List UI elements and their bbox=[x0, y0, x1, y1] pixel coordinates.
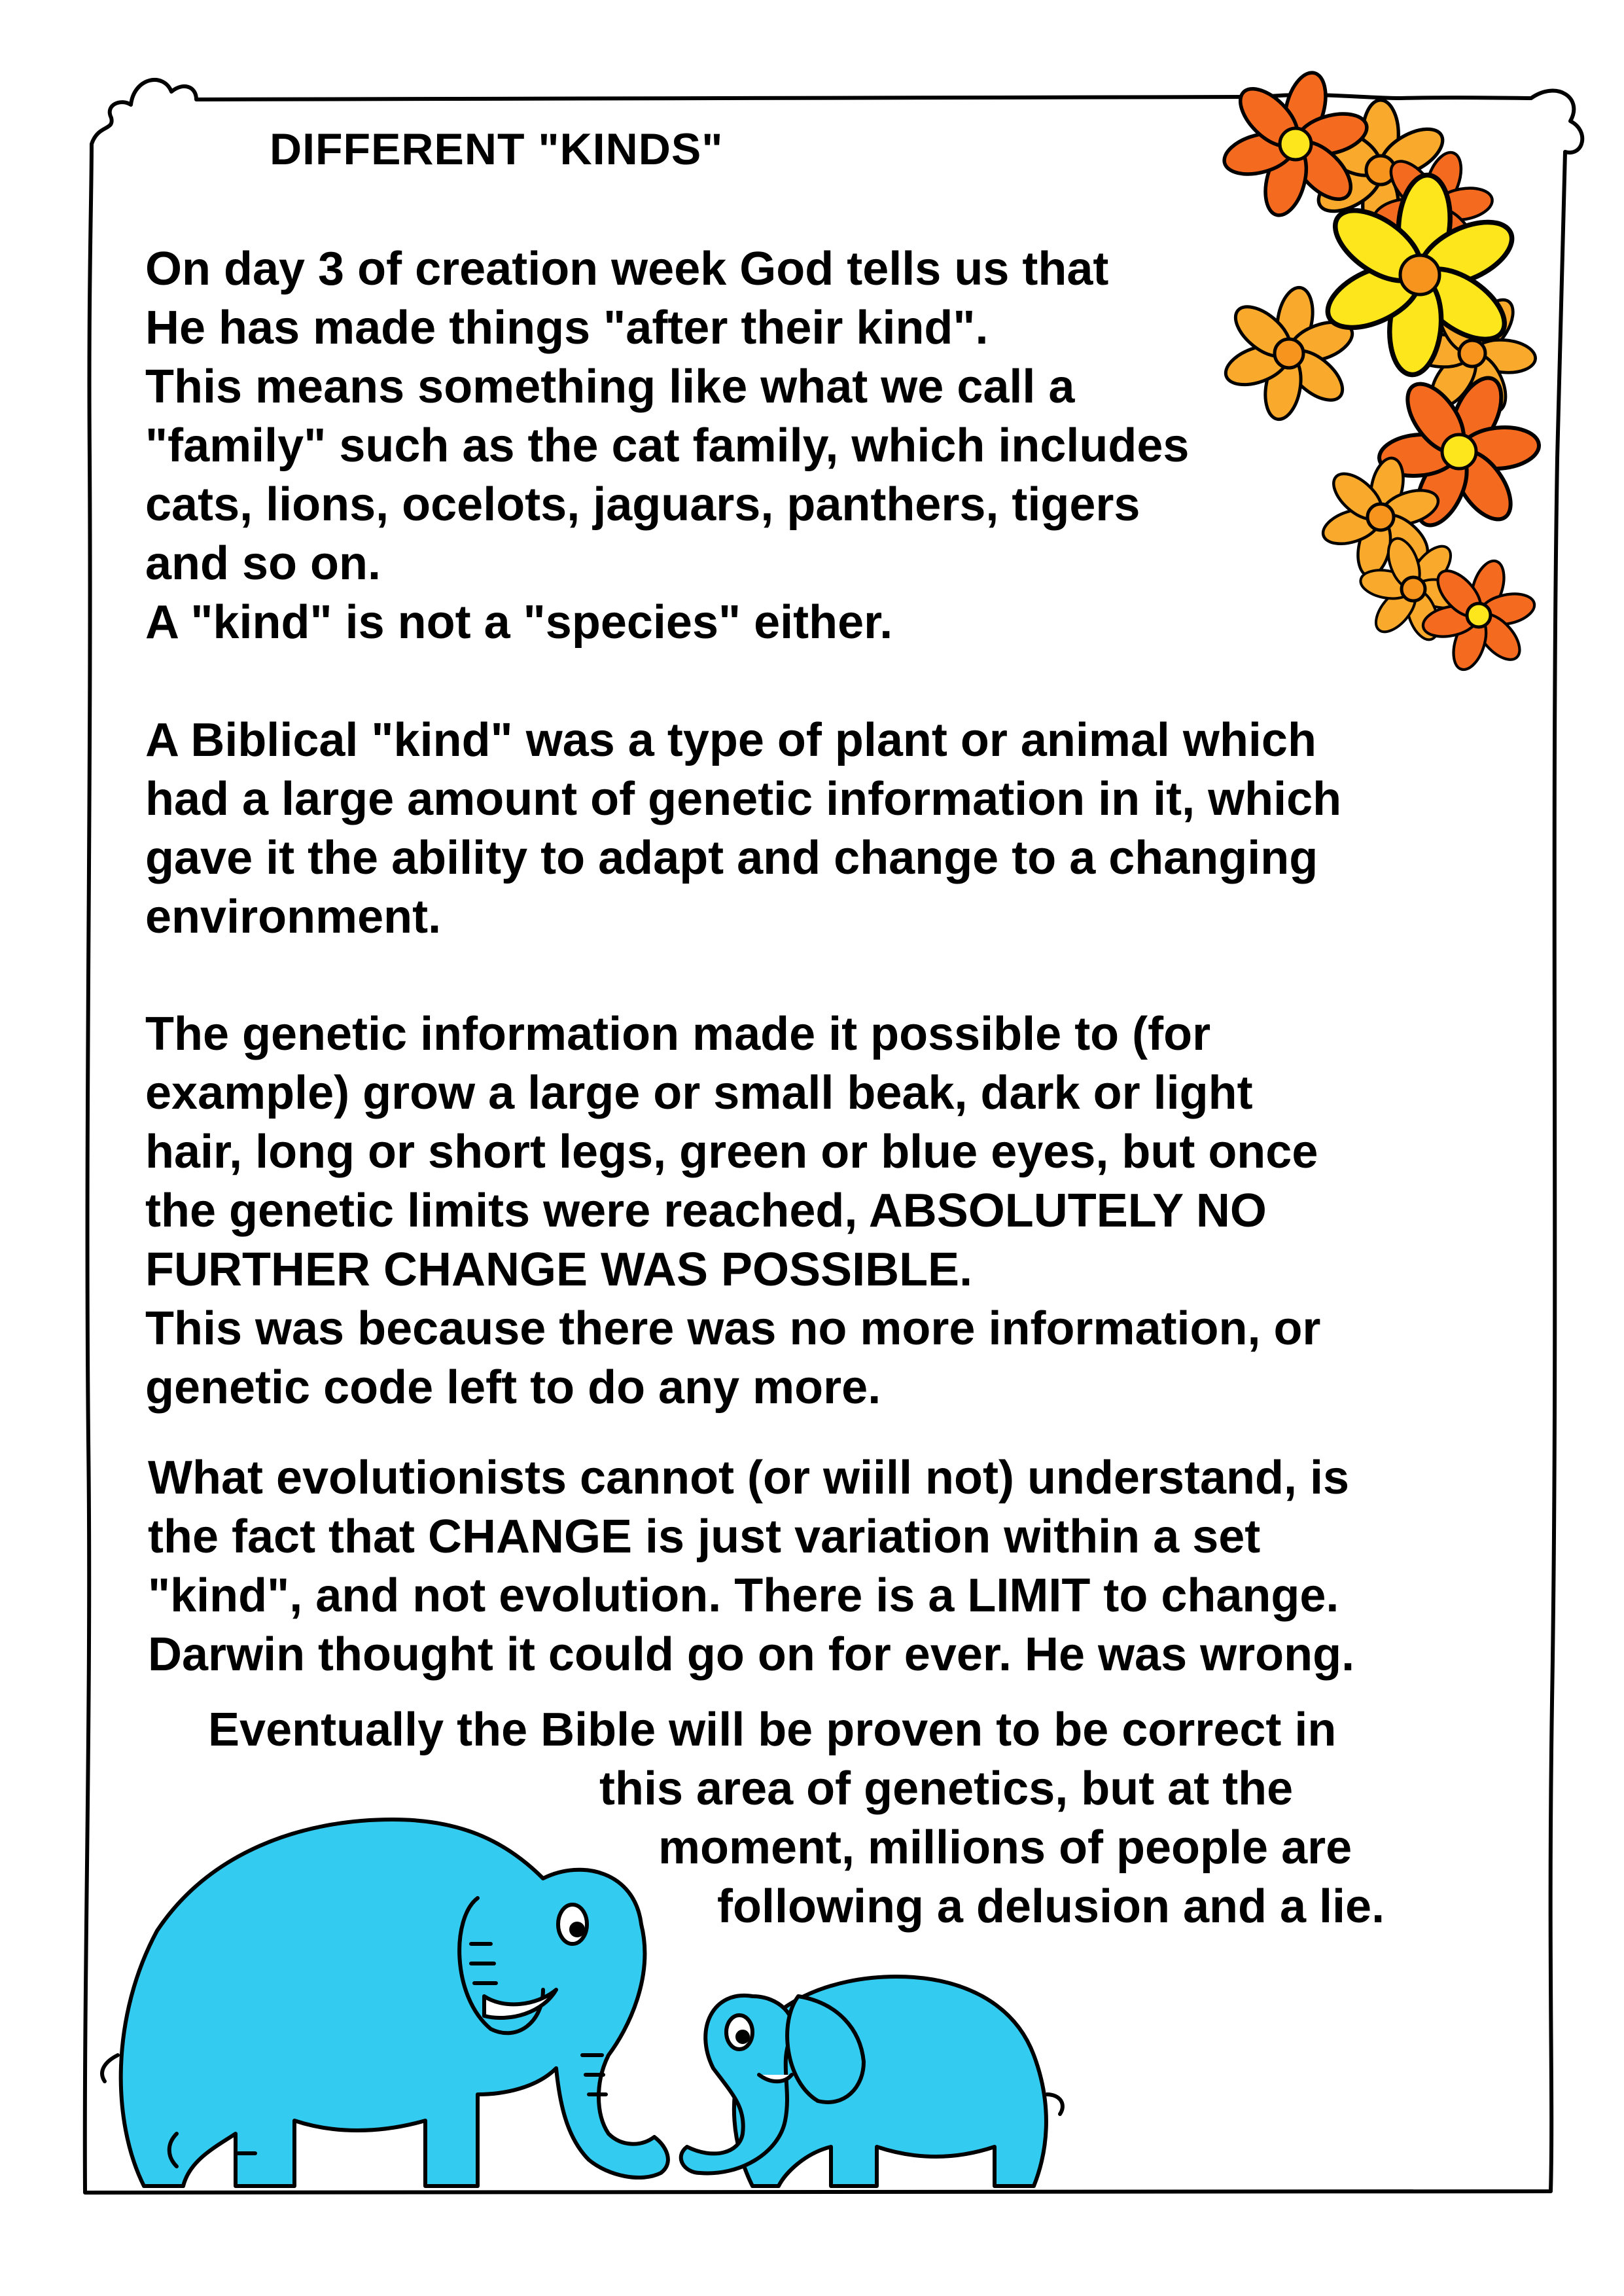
text-line: gave it the ability to adapt and change to a changing bbox=[145, 832, 1318, 884]
text-line: and so on. bbox=[145, 537, 381, 590]
text-line: the fact that CHANGE is just variation within a set bbox=[148, 1511, 1261, 1563]
text-line: This means something like what we call a bbox=[145, 361, 1075, 413]
page-title: DIFFERENT "KINDS" bbox=[270, 124, 724, 174]
text-line: "family" such as the cat family, which includes bbox=[145, 420, 1190, 472]
text-line: A "kind" is not a "species" either. bbox=[145, 596, 893, 649]
text-line: cats, lions, ocelots, jaguars, panthers, tigers bbox=[145, 478, 1140, 531]
text-line: What evolutionists cannot (or wiill not) understand, is bbox=[148, 1452, 1350, 1504]
text-line: the genetic limits were reached, ABSOLUTELY NO bbox=[145, 1185, 1267, 1237]
text-line: A Biblical "kind" was a type of plant or animal which bbox=[145, 714, 1316, 766]
text-line: Darwin thought it could go on for ever. He was wrong. bbox=[148, 1628, 1355, 1681]
paragraph-biblical-kind bbox=[145, 711, 1341, 946]
text-line: had a large amount of genetic information in it, which bbox=[145, 773, 1342, 825]
text-line: "kind", and not evolution. There is a LIMIT to change. bbox=[148, 1570, 1339, 1622]
text-line: He has made things "after their kind". bbox=[145, 302, 989, 354]
text-line: following a delusion and a lie. bbox=[717, 1880, 1385, 1933]
text-line: Eventually the Bible will be proven to be correct in bbox=[208, 1704, 1337, 1756]
text-line: example) grow a large or small beak, dark or light bbox=[145, 1067, 1253, 1119]
text-line: FURTHER CHANGE WAS POSSIBLE. bbox=[145, 1244, 973, 1296]
paragraph-genetic-information bbox=[145, 1005, 1320, 1417]
text-line: this area of genetics, but at the bbox=[599, 1763, 1294, 1815]
paragraph-conclusion bbox=[0, 1700, 1624, 1936]
paragraph-evolutionists bbox=[148, 1448, 1354, 1684]
text-line: This was because there was no more information, or bbox=[145, 1302, 1321, 1355]
paragraph-kinds-intro bbox=[145, 240, 1189, 652]
text-line: genetic code left to do any more. bbox=[145, 1361, 881, 1414]
text-line: moment, millions of people are bbox=[658, 1821, 1352, 1874]
text-line: The genetic information made it possible to (for bbox=[145, 1008, 1211, 1060]
text-line: hair, long or short legs, green or blue eyes, but once bbox=[145, 1126, 1318, 1178]
text-line: On day 3 of creation week God tells us that bbox=[145, 243, 1109, 295]
flower-cluster-illustration bbox=[1204, 65, 1570, 694]
text-line: environment. bbox=[145, 891, 442, 943]
